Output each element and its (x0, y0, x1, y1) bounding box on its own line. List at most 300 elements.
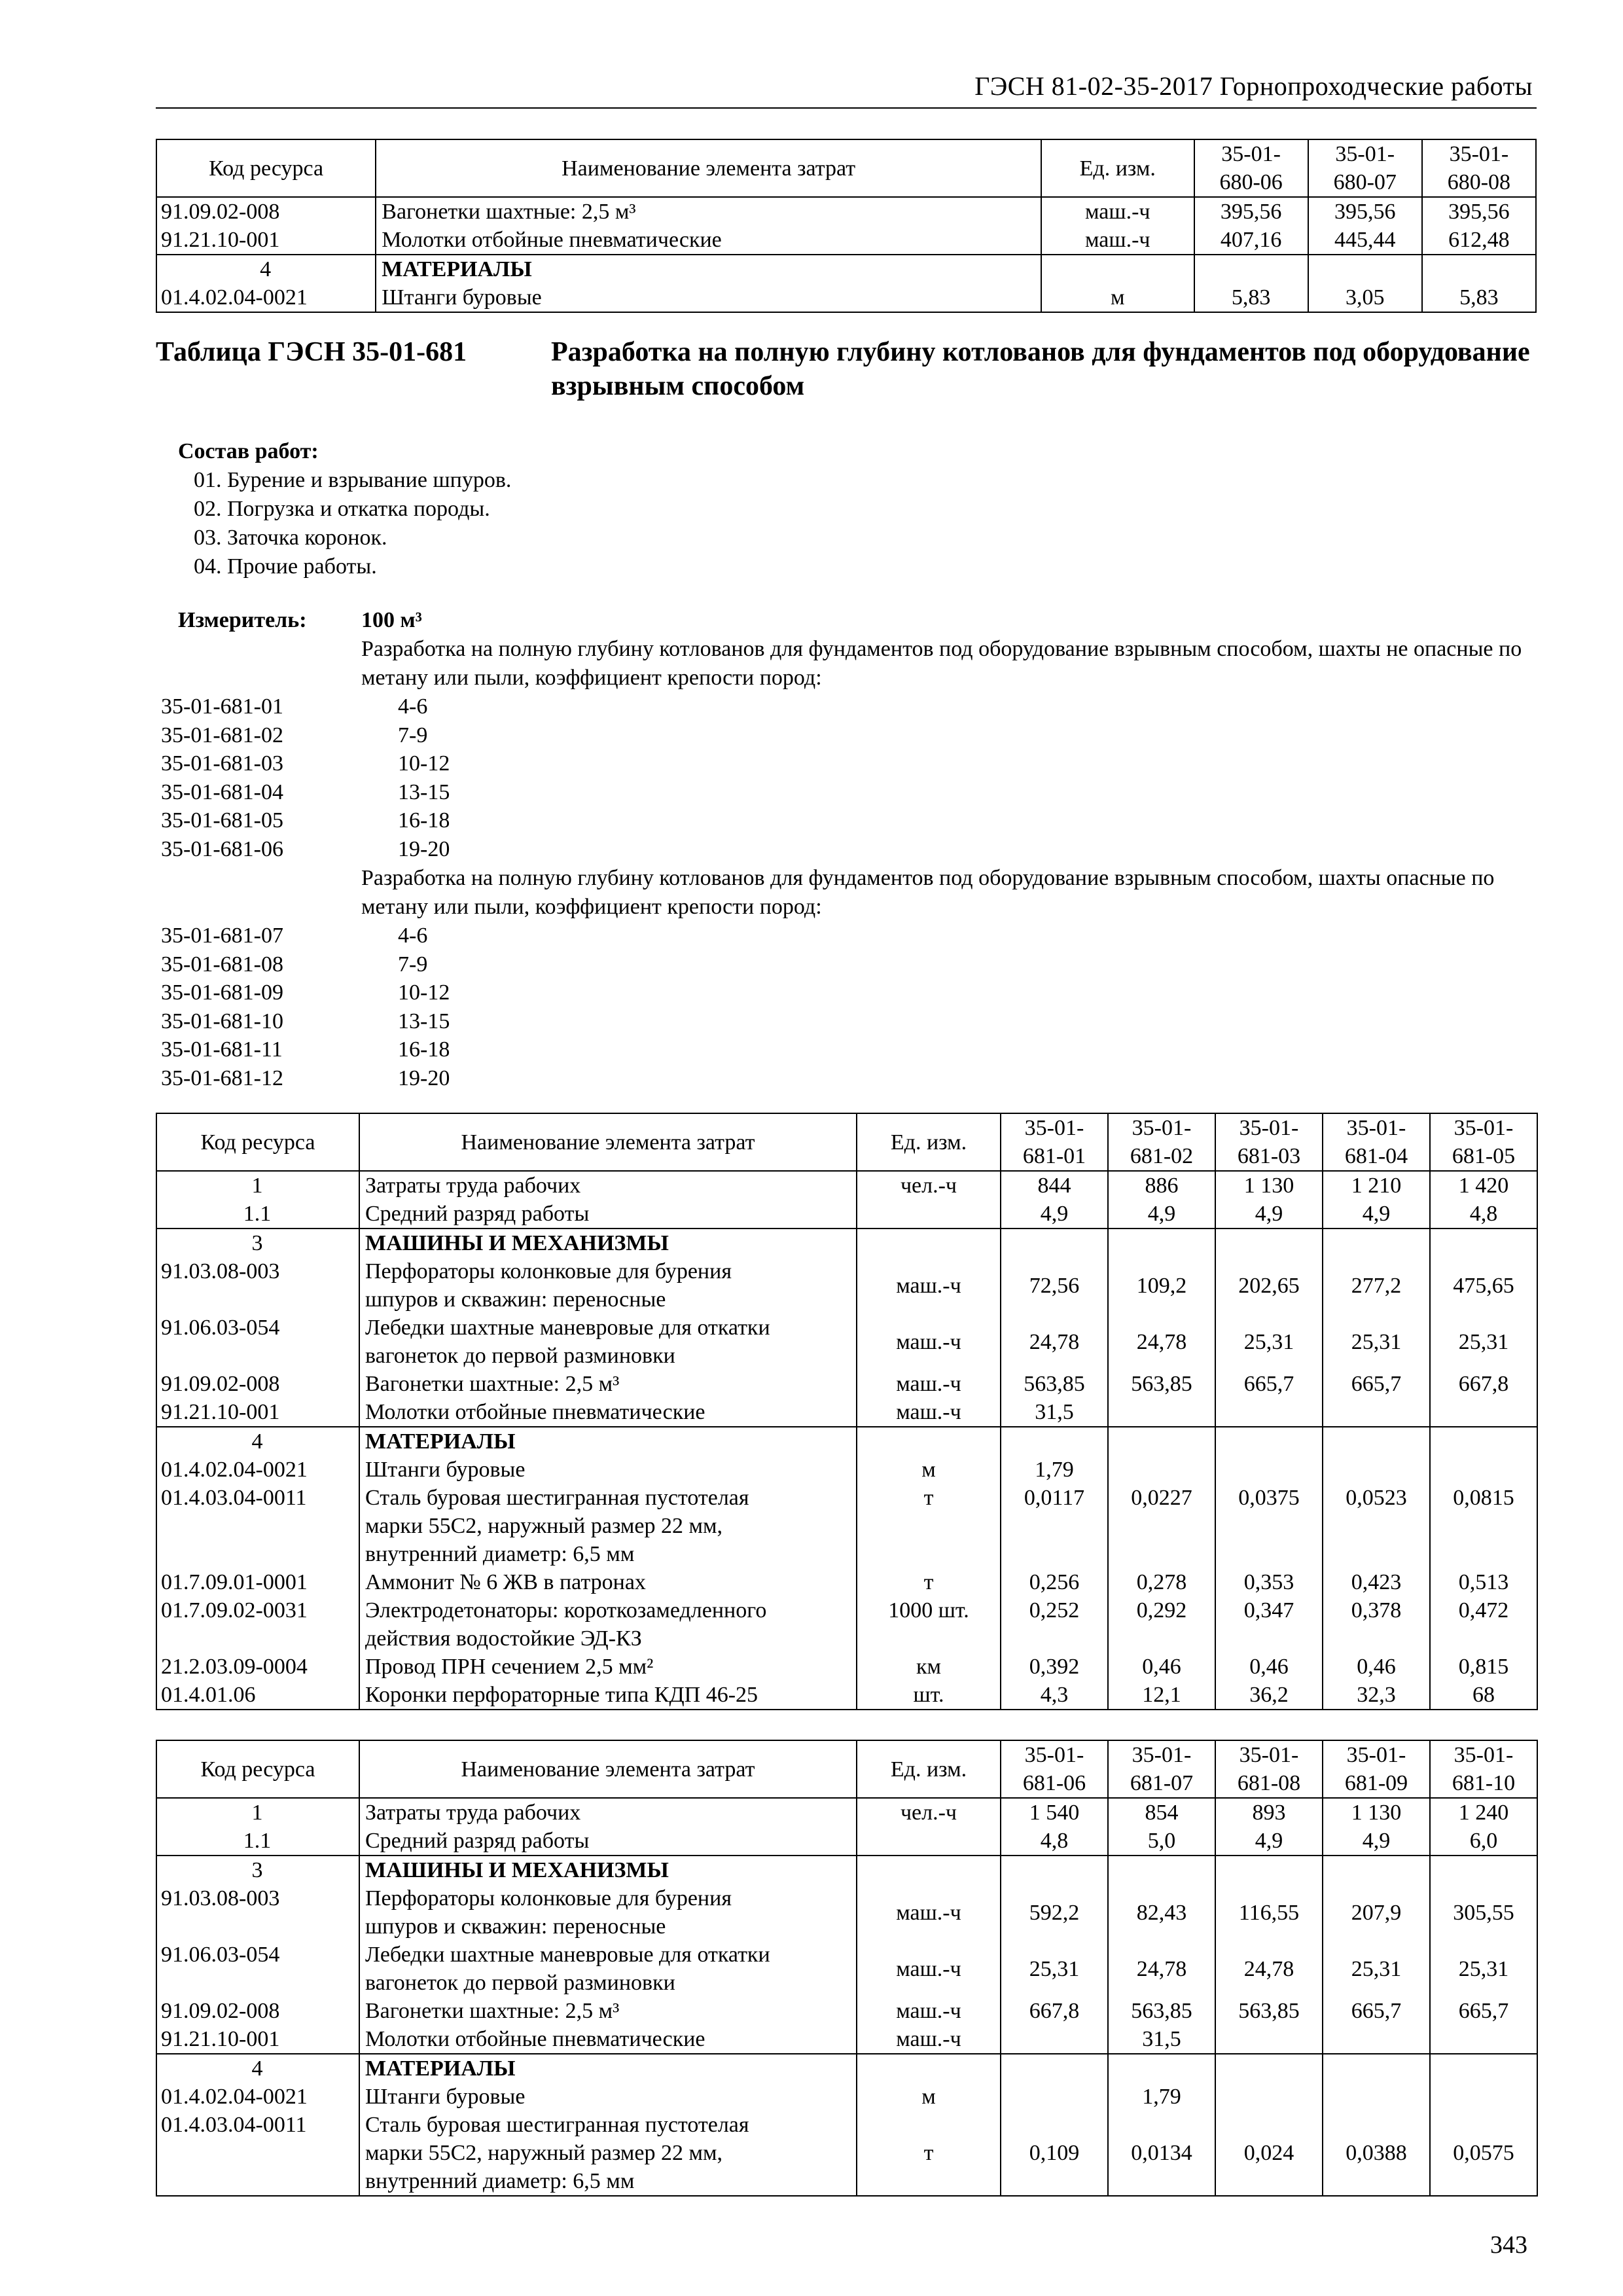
resource-value: 1 540 (1001, 1798, 1108, 1827)
variant-code: 35-01-681-09 (161, 980, 283, 1005)
variant-value: 4-6 (398, 694, 428, 719)
header-row (156, 139, 1536, 197)
variant-row (161, 1064, 815, 1093)
resource-value: 24,78 (1108, 1941, 1215, 1997)
resource-name (359, 1200, 857, 1229)
resource-unit: м (1041, 283, 1194, 312)
resource-name-line: Коронки перфораторные типа КДП 46-25 (365, 1683, 758, 1707)
resource-name-line: МАТЕРИАЛЫ (382, 257, 532, 281)
resource-value: 0,0375 (1215, 1484, 1323, 1568)
resource-name (359, 1997, 857, 2025)
resource-value: 0,292 (1108, 1596, 1215, 1653)
resource-value (1215, 1856, 1323, 1884)
table-row (156, 226, 1536, 255)
resource-value (1323, 1398, 1430, 1427)
resource-code: 21.2.03.09-0004 (156, 1653, 359, 1681)
resource-value: 886 (1108, 1171, 1215, 1200)
page-number: 343 (1490, 2231, 1527, 2259)
resource-value: 0,46 (1323, 1653, 1430, 1681)
resource-value: 116,55 (1215, 1884, 1323, 1941)
resource-value (1001, 1229, 1108, 1257)
resource-code: 1.1 (156, 1827, 359, 1856)
resource-code: 01.7.09.02-0031 (156, 1596, 359, 1653)
section-row (156, 1427, 1537, 1456)
resource-value: 395,56 (1194, 197, 1308, 226)
table-row (156, 1596, 1537, 1653)
variant-code: 35-01-681-02 (161, 723, 283, 747)
col-header-norm (1215, 1113, 1323, 1171)
composition-item: 02. Погрузка и откатка породы. (194, 497, 490, 521)
resource-value (1001, 2054, 1108, 2083)
resource-table-681-a (156, 1113, 1538, 1710)
resource-table-681-b (156, 1740, 1538, 2197)
resource-code: 01.4.02.04-0021 (156, 2083, 359, 2111)
variant-row (161, 721, 815, 750)
resource-value: 665,7 (1215, 1370, 1323, 1398)
resource-value: 4,3 (1001, 1681, 1108, 1710)
variant-code: 35-01-681-10 (161, 1009, 283, 1033)
resource-unit: маш.-ч (857, 1370, 1001, 1398)
norm-code-top: 35-01- (1346, 1743, 1406, 1767)
resource-value: 4,8 (1430, 1200, 1537, 1229)
header-rule (156, 107, 1537, 109)
resource-name (359, 1856, 857, 1884)
resource-name (359, 1427, 857, 1456)
resource-value: 592,2 (1001, 1884, 1108, 1941)
resource-value: 407,16 (1194, 226, 1308, 255)
resource-name-line: Вагонетки шахтные: 2,5 м³ (365, 1999, 620, 2023)
resource-value: 0,392 (1001, 1653, 1108, 1681)
resource-value: 4,9 (1108, 1200, 1215, 1229)
table-caption: Таблица ГЭСН 35-01-681 (156, 337, 467, 367)
resource-name-line: Штанги буровые (365, 1458, 526, 1482)
variant-row (161, 950, 815, 979)
norm-code-top: 35-01- (1449, 142, 1509, 166)
resource-value: 0,256 (1001, 1568, 1108, 1596)
resource-value: 0,46 (1108, 1653, 1215, 1681)
resource-value (1422, 255, 1536, 283)
resource-unit: т (857, 1568, 1001, 1596)
resource-name-line: вагонеток до первой разминовки (365, 1971, 675, 1995)
variant-value: 13-15 (398, 780, 450, 804)
resource-name (359, 1653, 857, 1681)
resource-code: 01.4.03.04-0011 (156, 1484, 359, 1568)
resource-value: 563,85 (1001, 1370, 1108, 1398)
norm-code-top: 35-01- (1221, 142, 1281, 166)
variant-row (161, 806, 815, 835)
resource-name-line: МАТЕРИАЛЫ (365, 2056, 516, 2081)
variant-code: 35-01-681-08 (161, 952, 283, 977)
resource-name (359, 1456, 857, 1484)
resource-value: 0,378 (1323, 1596, 1430, 1653)
resource-value: 12,1 (1108, 1681, 1215, 1710)
variant-list-1 (161, 692, 815, 863)
norm-code-top: 35-01- (1454, 1743, 1514, 1767)
variant-value: 7-9 (398, 952, 428, 977)
resource-value (1001, 1427, 1108, 1456)
resource-value (1430, 1398, 1537, 1427)
resource-name-line: Вагонетки шахтные: 2,5 м³ (365, 1372, 620, 1396)
composition-item: 01. Бурение и взрывание шпуров. (194, 468, 512, 492)
norm-code-top: 35-01- (1132, 1743, 1192, 1767)
table-row (156, 1456, 1537, 1484)
resource-value (1001, 1856, 1108, 1884)
resource-name-line: Штанги буровые (365, 2085, 526, 2109)
resource-code: 91.06.03-054 (156, 1314, 359, 1370)
resource-name (359, 1229, 857, 1257)
resource-name (359, 1257, 857, 1314)
resource-value (1001, 2025, 1108, 2054)
table-row (156, 1171, 1537, 1200)
resource-value: 563,85 (1108, 1370, 1215, 1398)
resource-value: 0,472 (1430, 1596, 1537, 1653)
resource-name-line: МАШИНЫ И МЕХАНИЗМЫ (365, 1858, 669, 1882)
resource-code: 91.09.02-008 (156, 197, 376, 226)
resource-value: 6,0 (1430, 1827, 1537, 1856)
table-row (156, 1568, 1537, 1596)
variant-value: 16-18 (398, 1037, 450, 1062)
table-row (156, 283, 1536, 312)
resource-value (1108, 1427, 1215, 1456)
norm-code-top: 35-01- (1024, 1743, 1084, 1767)
norm-code-top: 35-01- (1454, 1116, 1514, 1140)
resource-code: 91.21.10-001 (156, 226, 376, 255)
variant-value: 7-9 (398, 723, 428, 747)
norm-code-bottom: 681-04 (1344, 1144, 1408, 1168)
header-row (156, 1740, 1537, 1798)
resource-name-line: Средний разряд работы (365, 1829, 590, 1853)
norm-code-bottom: 681-07 (1130, 1771, 1194, 1795)
resource-unit (857, 1827, 1001, 1856)
resource-unit: чел.-ч (857, 1171, 1001, 1200)
resource-value: 4,9 (1215, 1200, 1323, 1229)
resource-value: 5,83 (1422, 283, 1536, 312)
table-row (156, 197, 1536, 226)
resource-value: 0,423 (1323, 1568, 1430, 1596)
variant-row (161, 749, 815, 778)
col-header-name: Наименование элемента затрат (376, 139, 1041, 197)
resource-value: 0,0523 (1323, 1484, 1430, 1568)
resource-value: 0,347 (1215, 1596, 1323, 1653)
norm-code-bottom: 681-05 (1452, 1144, 1516, 1168)
resource-value: 0,0388 (1323, 2111, 1430, 2196)
resource-unit (857, 1200, 1001, 1229)
resource-value: 0,0134 (1108, 2111, 1215, 2196)
resource-value: 277,2 (1323, 1257, 1430, 1314)
table-row (156, 2025, 1537, 2054)
variant-row (161, 692, 815, 721)
resource-unit: маш.-ч (857, 1941, 1001, 1997)
resource-value: 0,024 (1215, 2111, 1323, 2196)
col-header-norm (1001, 1113, 1108, 1171)
resource-name-line: МАТЕРИАЛЫ (365, 1429, 516, 1454)
resource-value (1215, 1229, 1323, 1257)
norm-code-bottom: 681-09 (1344, 1771, 1408, 1795)
col-header-norm (1215, 1740, 1323, 1798)
norm-code-bottom: 681-10 (1452, 1771, 1516, 1795)
table-row (156, 1370, 1537, 1398)
resource-value (1323, 1229, 1430, 1257)
resource-unit: 1000 шт. (857, 1596, 1001, 1653)
variant-row (161, 1035, 815, 1064)
resource-value: 36,2 (1215, 1681, 1323, 1710)
resource-value: 25,31 (1215, 1314, 1323, 1370)
section-row (156, 255, 1536, 283)
resource-unit: маш.-ч (857, 1257, 1001, 1314)
resource-value: 109,2 (1108, 1257, 1215, 1314)
resource-value: 0,278 (1108, 1568, 1215, 1596)
resource-unit (857, 1427, 1001, 1456)
resource-value (1108, 1456, 1215, 1484)
norm-code-bottom: 680-06 (1219, 170, 1283, 194)
resource-value: 612,48 (1422, 226, 1536, 255)
resource-unit (857, 1229, 1001, 1257)
resource-value (1323, 2025, 1430, 2054)
variant-code: 35-01-681-12 (161, 1066, 283, 1090)
resource-value: 1,79 (1108, 2083, 1215, 2111)
variant-row (161, 1007, 815, 1036)
variant-value: 19-20 (398, 836, 450, 861)
resource-code: 91.06.03-054 (156, 1941, 359, 1997)
variant-list-2 (161, 922, 815, 1092)
resource-code: 01.4.02.04-0021 (156, 1456, 359, 1484)
resource-unit: шт. (857, 1681, 1001, 1710)
resource-code: 3 (156, 1856, 359, 1884)
composition-label: Состав работ: (178, 439, 319, 463)
col-header-norm (1108, 1740, 1215, 1798)
composition-item: 04. Прочие работы. (194, 554, 377, 579)
resource-value: 1 130 (1215, 1171, 1323, 1200)
resource-value: 202,65 (1215, 1257, 1323, 1314)
norm-code-top: 35-01- (1239, 1743, 1299, 1767)
resource-value (1323, 2083, 1430, 2111)
variant-code: 35-01-681-11 (161, 1037, 283, 1062)
resource-name-line: Штанги буровые (382, 285, 542, 310)
table-row (156, 1398, 1537, 1427)
resource-code: 01.4.03.04-0011 (156, 2111, 359, 2196)
resource-value: 445,44 (1308, 226, 1422, 255)
resource-value (1215, 2083, 1323, 2111)
resource-value: 1 420 (1430, 1171, 1537, 1200)
variant-code: 35-01-681-06 (161, 836, 283, 861)
resource-value (1215, 1398, 1323, 1427)
resource-name (359, 1171, 857, 1200)
col-header-norm (1308, 139, 1422, 197)
resource-code: 1.1 (156, 1200, 359, 1229)
resource-code: 4 (156, 1427, 359, 1456)
resource-name-line: Лебедки шахтные маневровые для откатки (365, 1316, 770, 1340)
resource-code: 91.21.10-001 (156, 1398, 359, 1427)
col-header-norm (1430, 1740, 1537, 1798)
resource-name-line: МАШИНЫ И МЕХАНИЗМЫ (365, 1231, 669, 1255)
header-row (156, 1113, 1537, 1171)
resource-value: 207,9 (1323, 1884, 1430, 1941)
resource-name-line: Перфораторы колонковые для бурения (365, 1259, 732, 1283)
resource-value: 0,353 (1215, 1568, 1323, 1596)
resource-name (359, 1568, 857, 1596)
resource-unit: т (857, 1484, 1001, 1568)
resource-code: 1 (156, 1798, 359, 1827)
resource-table-680 (156, 139, 1537, 313)
resource-unit: маш.-ч (1041, 197, 1194, 226)
resource-code: 91.09.02-008 (156, 1370, 359, 1398)
resource-unit (1041, 255, 1194, 283)
resource-value: 31,5 (1108, 2025, 1215, 2054)
resource-name-line: шпуров и скважин: переносные (365, 1914, 666, 1939)
table-row (156, 1941, 1537, 1997)
resource-value: 893 (1215, 1798, 1323, 1827)
resource-value: 25,31 (1430, 1941, 1537, 1997)
variant-value: 10-12 (398, 980, 450, 1005)
variant-description-1: Разработка на полную глубину котлованов для фундаментов под оборудование взрывным способом, шахты не опасные по метану или пыли, коэффициент крепости пород: (361, 637, 1522, 690)
resource-unit: маш.-ч (857, 1314, 1001, 1370)
resource-name (359, 1827, 857, 1856)
resource-unit: маш.-ч (857, 1398, 1001, 1427)
resource-value (1108, 1229, 1215, 1257)
resource-value (1108, 2054, 1215, 2083)
resource-unit: м (857, 1456, 1001, 1484)
col-header-code: Код ресурса (156, 139, 376, 197)
resource-value: 31,5 (1001, 1398, 1108, 1427)
norm-code-bottom: 681-03 (1237, 1144, 1301, 1168)
resource-value (1215, 1427, 1323, 1456)
resource-value (1108, 1856, 1215, 1884)
resource-name (359, 1884, 857, 1941)
resource-name-line: Молотки отбойные пневматические (382, 228, 722, 252)
resource-code: 3 (156, 1229, 359, 1257)
resource-value (1430, 1856, 1537, 1884)
resource-code: 91.21.10-001 (156, 2025, 359, 2054)
resource-value (1430, 2054, 1537, 2083)
resource-value: 844 (1001, 1171, 1108, 1200)
variant-value: 19-20 (398, 1066, 450, 1090)
resource-value (1215, 1456, 1323, 1484)
resource-name-line: шпуров и скважин: переносные (365, 1287, 666, 1312)
resource-unit: чел.-ч (857, 1798, 1001, 1827)
resource-name (376, 226, 1041, 255)
resource-unit (857, 1856, 1001, 1884)
resource-value (1323, 2054, 1430, 2083)
norm-code-top: 35-01- (1335, 142, 1395, 166)
resource-value: 68 (1430, 1681, 1537, 1710)
resource-value: 24,78 (1108, 1314, 1215, 1370)
resource-value: 667,8 (1430, 1370, 1537, 1398)
variant-row (161, 978, 815, 1007)
resource-value: 305,55 (1430, 1884, 1537, 1941)
col-header-unit: Ед. изм. (857, 1740, 1001, 1798)
variant-code: 35-01-681-03 (161, 751, 283, 776)
col-header-norm (1323, 1740, 1430, 1798)
resource-value: 0,0227 (1108, 1484, 1215, 1568)
resource-value: 82,43 (1108, 1884, 1215, 1941)
resource-value (1430, 1427, 1537, 1456)
resource-name (359, 1314, 857, 1370)
resource-unit: маш.-ч (857, 1884, 1001, 1941)
col-header-norm (1430, 1113, 1537, 1171)
resource-code: 91.03.08-003 (156, 1884, 359, 1941)
norm-code-top: 35-01- (1239, 1116, 1299, 1140)
table-row (156, 1484, 1537, 1568)
variant-value: 10-12 (398, 751, 450, 776)
col-header-code: Код ресурса (156, 1740, 359, 1798)
resource-name-line: Молотки отбойные пневматические (365, 2027, 705, 2051)
resource-value (1194, 255, 1308, 283)
section-row (156, 1229, 1537, 1257)
variant-value: 16-18 (398, 808, 450, 833)
resource-name (359, 1484, 857, 1568)
norm-code-top: 35-01- (1346, 1116, 1406, 1140)
norm-code-top: 35-01- (1132, 1116, 1192, 1140)
section-row (156, 2054, 1537, 2083)
variant-code: 35-01-681-04 (161, 780, 283, 804)
resource-name-line: марки 55С2, наружный размер 22 мм, (365, 1514, 723, 1538)
resource-value: 32,3 (1323, 1681, 1430, 1710)
resource-value: 4,9 (1323, 1200, 1430, 1229)
resource-value: 395,56 (1422, 197, 1536, 226)
resource-value: 25,31 (1430, 1314, 1537, 1370)
col-header-norm (1194, 139, 1308, 197)
resource-name-line: Затраты труда рабочих (365, 1801, 581, 1825)
measurer-value: 100 м³ (361, 608, 422, 632)
resource-unit: маш.-ч (857, 1997, 1001, 2025)
resource-code: 91.03.08-003 (156, 1257, 359, 1314)
variant-row (161, 778, 815, 807)
resource-value: 0,0815 (1430, 1484, 1537, 1568)
resource-name-line: Сталь буровая шестигранная пустотелая (365, 2113, 749, 2137)
table-row (156, 1997, 1537, 2025)
col-header-norm (1422, 139, 1536, 197)
table-row (156, 1314, 1537, 1370)
resource-name (359, 1398, 857, 1427)
resource-name-line: Средний разряд работы (365, 1202, 590, 1226)
col-header-name: Наименование элемента затрат (359, 1740, 857, 1798)
resource-name (359, 1370, 857, 1398)
resource-unit (857, 2054, 1001, 2083)
resource-value: 395,56 (1308, 197, 1422, 226)
variant-row (161, 922, 815, 950)
norm-code-bottom: 681-06 (1022, 1771, 1086, 1795)
resource-name (359, 2111, 857, 2196)
resource-name-line: внутренний диаметр: 6,5 мм (365, 2169, 635, 2193)
resource-code: 01.7.09.01-0001 (156, 1568, 359, 1596)
resource-value: 0,815 (1430, 1653, 1537, 1681)
resource-value: 25,31 (1323, 1314, 1430, 1370)
measurer-label: Измеритель: (178, 608, 307, 632)
resource-name-line: Электродетонаторы: короткозамедленного (365, 1598, 767, 1623)
resource-value: 5,83 (1194, 283, 1308, 312)
resource-value (1430, 2083, 1537, 2111)
resource-code: 4 (156, 255, 376, 283)
resource-value: 25,31 (1001, 1941, 1108, 1997)
resource-value: 1 240 (1430, 1798, 1537, 1827)
resource-value: 4,9 (1215, 1827, 1323, 1856)
resource-value: 0,109 (1001, 2111, 1108, 2196)
resource-name (359, 2054, 857, 2083)
variant-code: 35-01-681-01 (161, 694, 283, 719)
table-row (156, 1200, 1537, 1229)
table-row (156, 1827, 1537, 1856)
resource-value: 0,0117 (1001, 1484, 1108, 1568)
resource-name (359, 1941, 857, 1997)
running-header-title: ГЭСН 81-02-35-2017 Горнопроходческие работы (974, 71, 1533, 101)
norm-code-bottom: 681-08 (1237, 1771, 1301, 1795)
resource-value: 3,05 (1308, 283, 1422, 312)
resource-value (1430, 2025, 1537, 2054)
table-row (156, 2111, 1537, 2196)
resource-name-line: внутренний диаметр: 6,5 мм (365, 1542, 635, 1566)
norm-code-bottom: 681-02 (1130, 1144, 1194, 1168)
resource-name (359, 1798, 857, 1827)
